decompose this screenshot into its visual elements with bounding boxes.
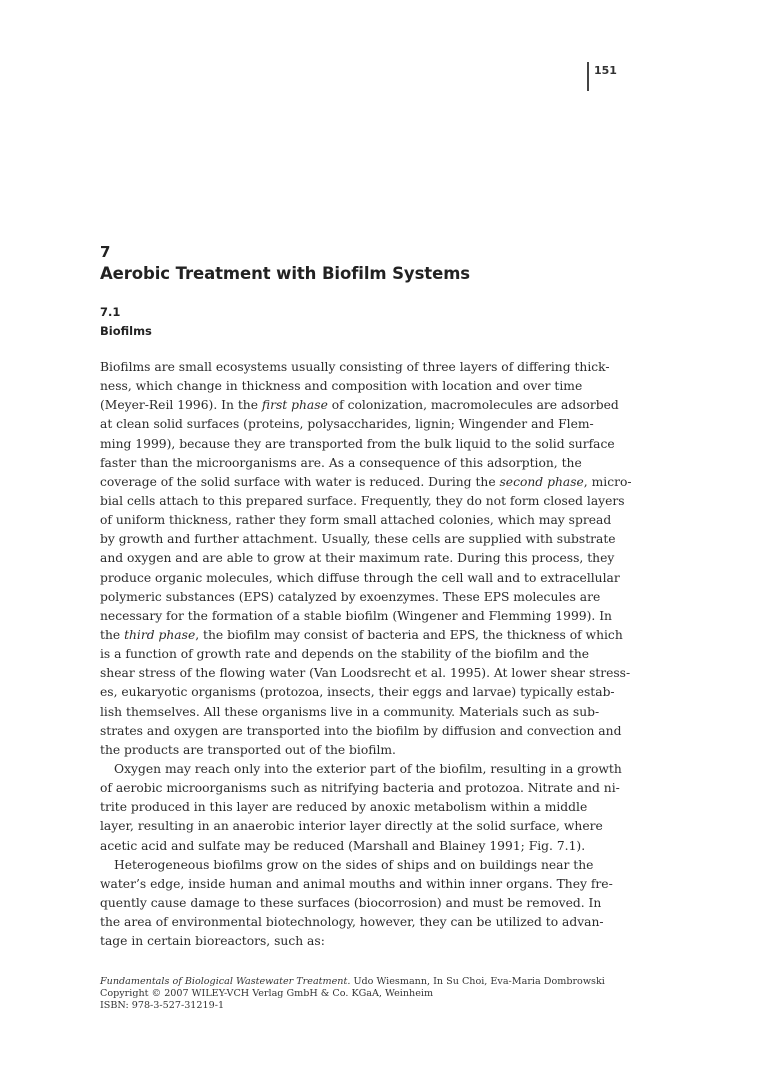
text-line: es, eukaryotic organisms (protozoa, insects, their eggs and larvae) typically estab-	[100, 685, 615, 700]
text-line: and oxygen and are able to grow at their maximum rate. During this process, they	[100, 551, 615, 566]
text-line: Oxygen may reach only into the exterior part of the biofilm, resulting in a growth	[114, 761, 622, 776]
emphasis-third-phase: third phase	[124, 627, 196, 642]
section-title: Biofilms	[100, 324, 152, 338]
text-line: ming 1999), because they are transported from the bulk liquid to the solid surface	[100, 436, 615, 451]
text-line: faster than the microorganisms are. As a consequence of this adsorption, the	[100, 455, 582, 470]
page-number: 151	[594, 64, 617, 77]
text-line: ness, which change in thickness and composition with location and over time	[100, 379, 583, 394]
text-line: (Meyer-Reil 1996). In the first phase of colonization, macromolecules are adsorbed	[100, 398, 619, 413]
text-line: the area of environmental biotechnology, however, they can be utilized to advan-	[100, 915, 604, 930]
text-line: produce organic molecules, which diffuse through the cell wall and to extracellular	[100, 570, 620, 585]
text-line: of uniform thickness, rather they form small attached colonies, which may spread	[100, 513, 612, 528]
text-line: of aerobic microorganisms such as nitrifying bacteria and protozoa. Nitrate and ni-	[100, 781, 620, 796]
text-line: by growth and further attachment. Usually, these cells are supplied with substrate	[100, 532, 616, 547]
section-number: 7.1	[100, 305, 121, 319]
chapter-title: Aerobic Treatment with Biofilm Systems	[100, 264, 471, 283]
text-line: the products are transported out of the biofilm.	[100, 742, 396, 757]
body-text	[100, 358, 632, 951]
paragraph-3	[100, 856, 613, 952]
text-line: acetic acid and sulfate may be reduced (Marshall and Blainey 1991; Fig. 7.1).	[100, 838, 586, 853]
text-line: necessary for the formation of a stable biofilm (Wingener and Flemming 1999). In	[100, 608, 612, 623]
paragraph-1	[100, 358, 632, 760]
footer-citation	[100, 976, 620, 988]
text-line: Biofilms are small ecosystems usually consisting of three layers of differing thick-	[100, 360, 610, 374]
emphasis-second-phase: second phase	[499, 474, 584, 489]
text-line: layer, resulting in an anaerobic interior layer directly at the solid surface, where	[100, 819, 603, 834]
text-line: water’s edge, inside human and animal mouths and within inner organs. They fre-	[100, 876, 613, 891]
book-title: Fundamentals of Biological Wastewater Treatment.	[100, 976, 351, 987]
text-line: quently cause damage to these surfaces (biocorrosion) and must be removed. In	[100, 895, 602, 910]
emphasis-first-phase: first phase	[261, 398, 328, 413]
text-line: tage in certain bioreactors, such as:	[100, 934, 325, 949]
copyright-footer	[100, 976, 620, 1012]
chapter-number: 7	[100, 243, 111, 261]
text-line: bial cells attach to this prepared surface. Frequently, they do not form closed layers	[100, 493, 625, 508]
footer-copyright: Copyright © 2007 WILEY-VCH Verlag GmbH & Co. KGaA, Weinheim	[100, 988, 434, 999]
text-line: lish themselves. All these organisms live in a community. Materials such as sub-	[100, 704, 600, 719]
text-line: at clean solid surfaces (proteins, polysaccharides, lignin; Wingender and Flem-	[100, 417, 594, 432]
text-line: coverage of the solid surface with water is reduced. During the second phase, micro-	[100, 474, 632, 489]
text-line: the third phase, the biofilm may consist of bacteria and EPS, the thickness of which	[100, 627, 623, 642]
text-line: shear stress of the flowing water (Van Loodsrecht et al. 1995). At lower shear stress-	[100, 666, 631, 681]
page-number-rule	[587, 62, 589, 91]
text-line: Heterogeneous biofilms grow on the sides of ships and on buildings near the	[114, 857, 594, 872]
text-line: is a function of growth rate and depends on the stability of the biofilm and the	[100, 647, 590, 662]
text-line: strates and oxygen are transported into the biofilm by diffusion and convection and	[100, 723, 622, 738]
book-authors: Udo Wiesmann, In Su Choi, Eva-Maria Dombrowski	[350, 976, 605, 987]
text-line: trite produced in this layer are reduced by anoxic metabolism within a middle	[100, 800, 588, 815]
paragraph-2	[100, 760, 622, 856]
footer-isbn: ISBN: 978-3-527-31219-1	[100, 1000, 225, 1011]
text-line: polymeric substances (EPS) catalyzed by exoenzymes. These EPS molecules are	[100, 589, 601, 604]
